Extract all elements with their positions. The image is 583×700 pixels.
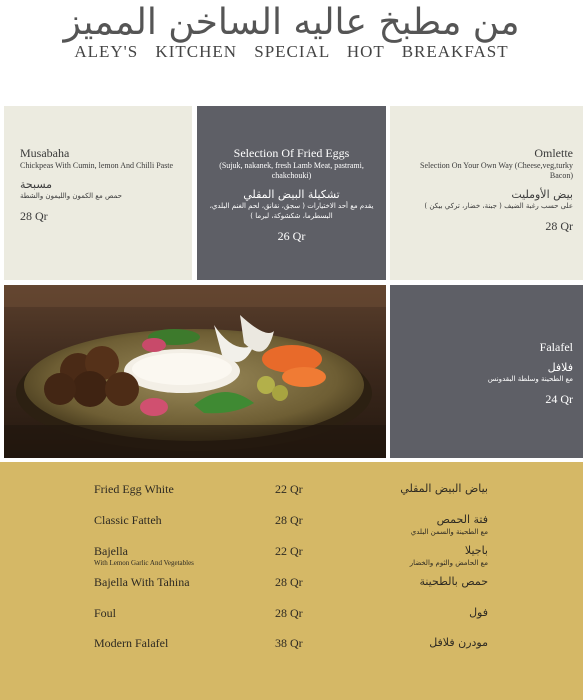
item-price: 28 Qr xyxy=(275,513,303,527)
item-price: 26 Qr xyxy=(277,229,306,243)
item-name: Bajella xyxy=(94,544,128,558)
item-name-arabic: باجيلا xyxy=(464,544,488,557)
item-name-arabic: فتة الحمص xyxy=(436,513,488,526)
menu-card-musabaha xyxy=(4,106,192,280)
item-name-arabic: بيض الأومليت xyxy=(511,188,573,201)
item-name: Fried Egg White xyxy=(94,482,174,496)
list-item xyxy=(0,575,583,605)
item-name: Falafel xyxy=(539,340,573,354)
item-name-arabic: فلافل xyxy=(547,361,573,374)
item-description: Chickpeas With Cumin, lemon And Chilli Paste xyxy=(20,161,174,170)
menu-list xyxy=(0,462,583,700)
menu-card-omlette xyxy=(390,106,583,280)
item-price: 28 Qr xyxy=(545,219,573,233)
item-name: Omlette xyxy=(534,146,573,160)
item-description-arabic: على حسب رغبة الضيف ( جبنة، خضار، تركي بيكن ) xyxy=(424,202,573,210)
title-arabic: من مطبخ عاليه الساخن المميز xyxy=(63,2,520,43)
item-price: 28 Qr xyxy=(275,606,303,620)
item-description: Selection On Your Own Way (Cheese,veg,turky Bacon) xyxy=(420,161,573,180)
item-name: Classic Fatteh xyxy=(94,513,162,527)
item-description-arabic: مع الطحينة والسمن البلدي xyxy=(410,528,488,536)
item-description-arabic: مع الطحينة وسلطة البقدونس xyxy=(487,375,573,383)
item-name: Selection Of Fried Eggs xyxy=(233,146,350,160)
item-name-arabic: تشكيلة البيض المقلي xyxy=(243,188,340,201)
menu-card-fried-eggs xyxy=(197,106,386,280)
item-price: 24 Qr xyxy=(545,392,573,406)
item-name: Foul xyxy=(94,606,117,620)
item-price: 22 Qr xyxy=(275,482,303,496)
item-description-arabic: حمص مع الكمون والليمون والشطة xyxy=(20,192,122,200)
item-description-arabic: يقدم مع أحد الاختيارات ( سجق، نقانق، لحم الغنم البلدي، البسطرما، شكشوكة، لبرما ) xyxy=(209,202,374,220)
item-name: Bajella With Tahina xyxy=(94,575,190,589)
menu-header xyxy=(0,0,583,100)
list-item xyxy=(0,606,583,636)
item-price: 28 Qr xyxy=(275,575,303,589)
item-description: With Lemon Garlic And Vegetables xyxy=(94,559,194,567)
item-description: (Sujuk, nakanek, fresh Lamb Meat, pastrami, chakchouki) xyxy=(219,161,364,180)
item-price: 22 Qr xyxy=(275,544,303,558)
item-description-arabic: مع الحامض والثوم والخضار xyxy=(409,559,488,567)
item-name-arabic: مسبحة xyxy=(20,178,53,191)
list-item xyxy=(0,513,583,543)
item-price: 28 Qr xyxy=(20,209,48,223)
title-english: ALEY'S KITCHEN SPECIAL HOT BREAKFAST xyxy=(74,42,509,61)
item-name-arabic: حمص بالطحينة xyxy=(419,575,488,588)
item-name-arabic: بياض البيض المقلي xyxy=(400,482,488,495)
item-price: 38 Qr xyxy=(275,636,303,650)
falafel-plate-photo xyxy=(4,285,386,458)
list-item xyxy=(0,636,583,666)
featured-card-falafel xyxy=(390,285,583,458)
item-name: Modern Falafel xyxy=(94,636,169,650)
item-name-arabic: مودرن فلافل xyxy=(429,636,488,649)
item-name: Musabaha xyxy=(20,146,70,160)
list-item xyxy=(0,544,583,574)
list-item xyxy=(0,482,583,512)
item-name-arabic: فول xyxy=(469,606,488,619)
